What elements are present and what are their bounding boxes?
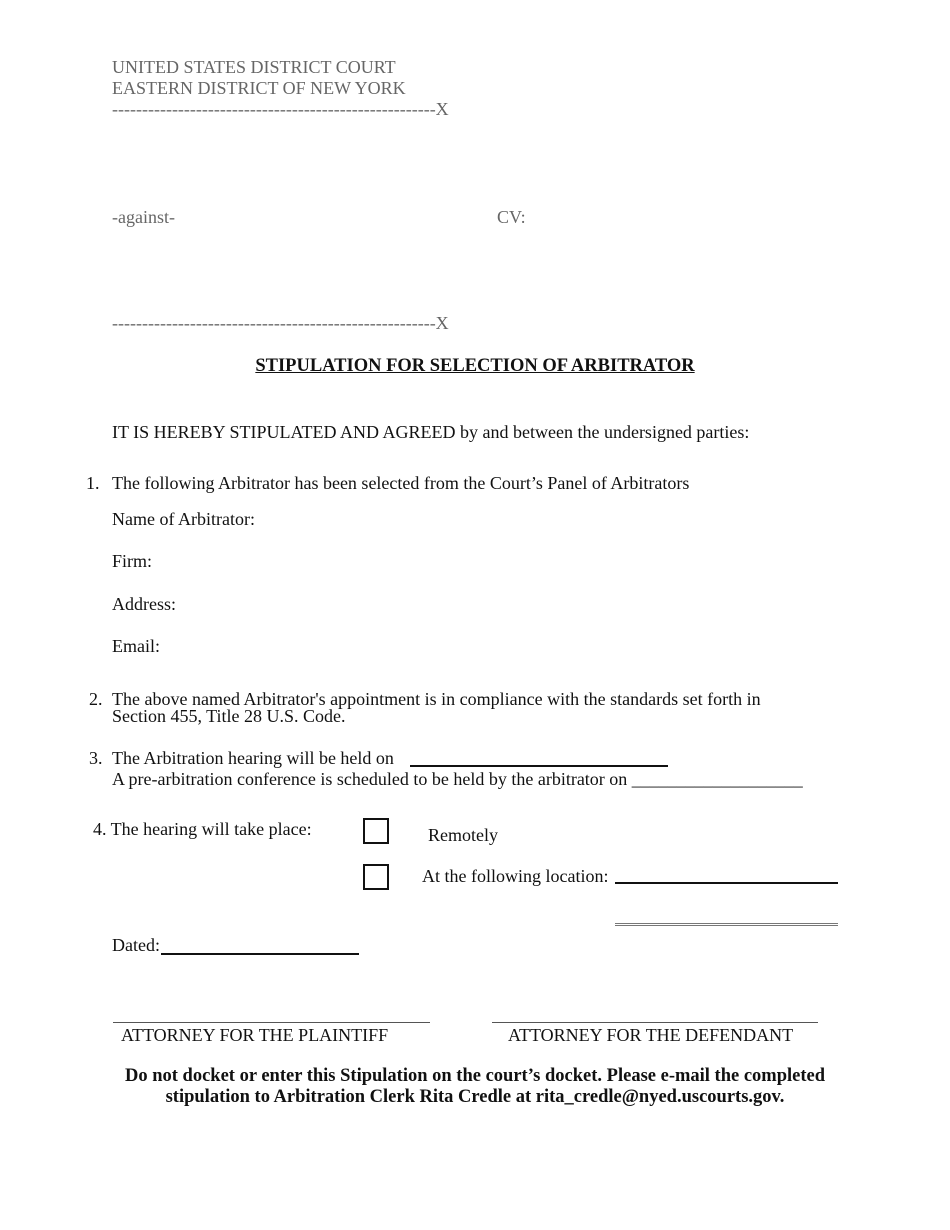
address-label: Address: bbox=[112, 594, 176, 614]
item1-number: 1. bbox=[86, 473, 100, 493]
district-name: EASTERN DISTRICT OF NEW YORK bbox=[112, 78, 406, 98]
plaintiff-attorney-label: ATTORNEY FOR THE PLAINTIFF bbox=[121, 1025, 389, 1045]
notice-line1: Do not docket or enter this Stipulation on the court’s docket. Please e-mail the completed bbox=[124, 1066, 826, 1086]
location-line-2[interactable] bbox=[615, 923, 838, 926]
dated-line[interactable] bbox=[161, 953, 359, 955]
dated-label: Dated: bbox=[112, 935, 160, 955]
cv-label: CV: bbox=[497, 207, 526, 227]
location-checkbox[interactable] bbox=[363, 864, 389, 890]
notice-line2: stipulation to Arbitration Clerk Rita Credle at rita_credle@nyed.uscourts.gov. bbox=[165, 1087, 785, 1107]
item3-number: 3. bbox=[89, 748, 103, 768]
location-option-label: At the following location: bbox=[422, 866, 609, 886]
hearing-date-line[interactable] bbox=[410, 765, 668, 767]
caption-separator-top: ------------------------------------------------------X bbox=[112, 99, 449, 119]
court-name: UNITED STATES DISTRICT COURT bbox=[112, 57, 396, 77]
defendant-signature-line[interactable] bbox=[492, 1022, 818, 1023]
item2-line2: Section 455, Title 28 U.S. Code. bbox=[112, 706, 346, 726]
plaintiff-signature-line[interactable] bbox=[113, 1022, 430, 1023]
item2-number: 2. bbox=[89, 689, 103, 709]
intro-text: IT IS HEREBY STIPULATED AND AGREED by and between the undersigned parties: bbox=[112, 422, 750, 442]
document-title: STIPULATION FOR SELECTION OF ARBITRATOR bbox=[255, 356, 695, 376]
caption-separator-bottom: ------------------------------------------------------X bbox=[112, 313, 449, 333]
location-line-1[interactable] bbox=[615, 882, 838, 884]
firm-label: Firm: bbox=[112, 551, 153, 571]
defendant-attorney-label: ATTORNEY FOR THE DEFENDANT bbox=[508, 1025, 794, 1045]
pre-arbitration-conference-text: A pre-arbitration conference is scheduled to be held by the arbitrator on ___________________ bbox=[112, 769, 803, 789]
remote-checkbox[interactable] bbox=[363, 818, 389, 844]
hearing-date-label: The Arbitration hearing will be held on bbox=[112, 748, 394, 768]
email-label: Email: bbox=[112, 636, 160, 656]
arbitrator-name-label: Name of Arbitrator: bbox=[112, 509, 255, 529]
item1-text: The following Arbitrator has been selected from the Court’s Panel of Arbitrators bbox=[112, 473, 690, 493]
against-label: -against- bbox=[112, 207, 175, 227]
hearing-place-label: 4. The hearing will take place: bbox=[93, 819, 312, 839]
filing-notice bbox=[60, 1066, 890, 1108]
remote-option-label: Remotely bbox=[428, 825, 498, 845]
item2-line1: The above named Arbitrator's appointment is in compliance with the standards set forth in bbox=[112, 689, 761, 709]
